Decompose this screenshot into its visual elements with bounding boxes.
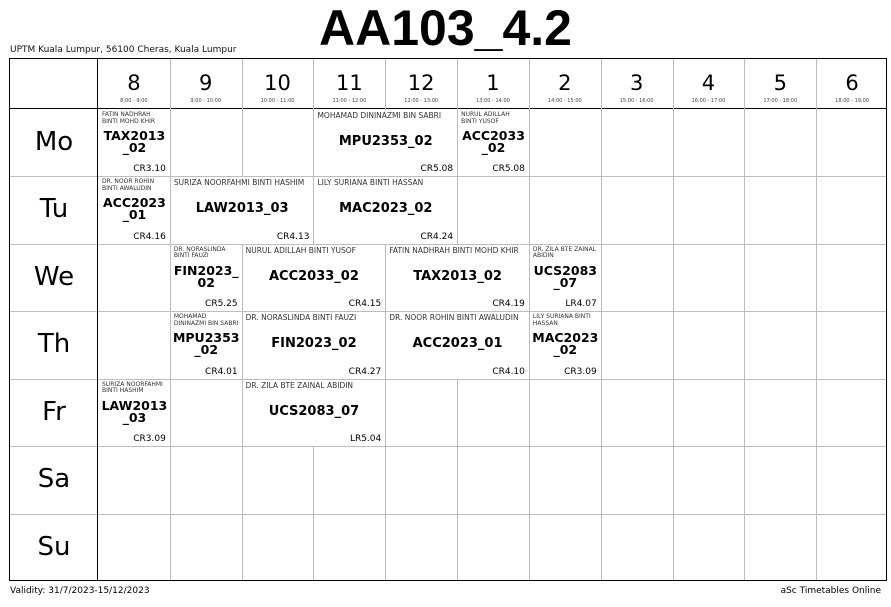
lesson-room: CR3.09 xyxy=(564,366,597,377)
lesson-room: CR5.08 xyxy=(492,164,525,175)
lesson-subject: ACC2033_02 xyxy=(462,128,525,155)
hour-time-range: 8:00 - 9:00 xyxy=(120,98,148,104)
lesson-room: CR3.09 xyxy=(133,434,166,445)
lesson-subject: MAC2023_02 xyxy=(339,201,433,217)
lesson-subject: LAW2013_03 xyxy=(195,201,289,217)
hour-number: 11 xyxy=(335,71,363,95)
lesson-subject: MPU2353_02 xyxy=(172,330,240,358)
lesson-card[interactable] xyxy=(99,177,170,243)
lesson-card[interactable] xyxy=(530,312,601,378)
hour-time-range: 15:00 - 16:00 xyxy=(619,98,654,104)
day-label-we: We xyxy=(33,261,75,292)
hour-header xyxy=(170,59,242,109)
day-label-sa: Sa xyxy=(37,464,71,495)
lesson-room: CR3.10 xyxy=(133,164,166,175)
lesson-teacher: DR. NORASLINDA BINTI FAUZI xyxy=(173,245,226,260)
lesson-room: LR4.07 xyxy=(565,299,597,310)
hour-number: 12 xyxy=(407,71,435,95)
hour-number: 8 xyxy=(127,71,141,95)
lesson-teacher: SURIZA NOORFAHMI BINTI HASHIM xyxy=(102,380,163,395)
lesson-teacher: FATIN NADHRAH BINTI MOHD KHIR xyxy=(102,111,156,125)
lesson-subject: ACC2023_01 xyxy=(103,195,166,223)
lesson-room: CR4.10 xyxy=(492,366,525,377)
timetable-grid xyxy=(9,58,887,581)
lesson-room: CR4.16 xyxy=(133,231,166,242)
lesson-room: CR4.15 xyxy=(348,299,382,310)
hour-header xyxy=(744,59,816,109)
grid-column-line xyxy=(744,59,745,580)
day-label-tu: Tu xyxy=(39,194,69,225)
lesson-teacher: DR. NOOR ROHIN BINTI AWALUDIN xyxy=(389,313,519,323)
lesson-subject: LAW2013_03 xyxy=(101,397,168,425)
lesson-teacher: FATIN NADHRAH BINTI MOHD KHIR xyxy=(389,245,519,255)
hour-number: 4 xyxy=(701,71,716,95)
lesson-subject: UCS2083_07 xyxy=(533,262,597,290)
lesson-card[interactable] xyxy=(314,177,457,243)
lesson-room: CR5.08 xyxy=(420,164,454,175)
hour-time-range: 13:00 - 14:00 xyxy=(476,98,510,104)
app-credit: aSc Timetables Online xyxy=(780,586,881,596)
lesson-room: CR4.19 xyxy=(492,299,525,310)
hour-time-range: 10:00 - 11:00 xyxy=(260,98,295,104)
grid-column-line xyxy=(673,59,674,580)
lesson-subject: TAX2013_02 xyxy=(413,268,502,284)
hour-time-range: 16:00 - 17:00 xyxy=(691,98,726,104)
lesson-card[interactable] xyxy=(99,380,170,446)
lesson-teacher: DR. ZILA BTE ZAINAL ABIDIN xyxy=(245,380,354,390)
lesson-subject: ACC2033_02 xyxy=(268,268,359,284)
lesson-card[interactable] xyxy=(386,312,529,378)
grid-column-line xyxy=(816,59,817,580)
lesson-card[interactable] xyxy=(171,312,242,378)
day-label-mo: Mo xyxy=(34,127,74,157)
lesson-card[interactable] xyxy=(171,245,242,311)
lesson-card[interactable] xyxy=(314,110,457,176)
lesson-teacher: LILY SURIANA BINTI HASSAN xyxy=(317,178,424,188)
hour-header xyxy=(816,59,888,109)
lesson-subject: UCS2083_07 xyxy=(268,403,360,419)
lesson-teacher: NURUL ADILLAH BINTI YUSOF xyxy=(461,111,510,125)
hour-header xyxy=(313,59,385,109)
hour-time-range: 9:00 - 10:00 xyxy=(190,98,222,104)
hour-header xyxy=(457,59,529,109)
hour-time-range: 12:00 - 13:00 xyxy=(404,98,439,104)
lesson-room: CR4.01 xyxy=(205,366,238,377)
page-title: AA103_4.2 xyxy=(319,0,572,56)
lesson-room: LR5.04 xyxy=(349,434,382,445)
lesson-card[interactable] xyxy=(243,380,386,446)
lesson-teacher: MOHAMAD DININAZMI BIN SABRI xyxy=(317,111,442,120)
hour-header xyxy=(529,59,601,109)
lesson-card[interactable] xyxy=(171,177,314,243)
lesson-subject: FIN2023_02 xyxy=(271,336,357,352)
hour-number: 1 xyxy=(486,71,500,95)
school-address: UPTM Kuala Lumpur, 56100 Cheras, Kuala Lumpur xyxy=(10,45,237,55)
lesson-card[interactable] xyxy=(530,245,601,311)
lesson-subject: TAX2013_02 xyxy=(103,128,166,155)
grid-column-line xyxy=(601,59,602,580)
validity-period: Validity: 31/7/2023-15/12/2023 xyxy=(10,586,150,596)
lesson-room: CR4.24 xyxy=(420,231,454,242)
lesson-teacher: SURIZA NOORFAHMI BINTI HASHIM xyxy=(173,178,305,188)
grid-row-line xyxy=(10,446,886,447)
lesson-card[interactable] xyxy=(386,245,529,311)
grid-row-line xyxy=(10,514,886,515)
lesson-card[interactable] xyxy=(458,110,529,176)
lesson-subject: FIN2023_02 xyxy=(173,262,239,290)
lesson-teacher: NURUL ADILLAH BINTI YUSOF xyxy=(245,245,356,255)
hour-header xyxy=(601,59,673,109)
hour-time-range: 14:00 - 15:00 xyxy=(547,98,582,104)
lesson-teacher: DR. NOOR ROHIN BINTI AWALUDIN xyxy=(102,178,155,192)
lesson-teacher: LILY SURIANA BINTI HASSAN xyxy=(532,313,591,327)
day-label-th: Th xyxy=(37,329,71,360)
lesson-room: CR4.27 xyxy=(348,366,382,377)
hour-time-range: 11:00 - 12:00 xyxy=(332,98,367,104)
hour-header xyxy=(242,59,314,109)
hour-number: 5 xyxy=(773,71,787,95)
hour-header xyxy=(98,59,170,109)
hour-header xyxy=(673,59,745,109)
hour-number: 2 xyxy=(558,71,572,95)
lesson-card[interactable] xyxy=(243,245,386,311)
hour-time-range: 18:00 - 19:00 xyxy=(835,98,869,104)
day-label-su: Su xyxy=(37,531,71,562)
hour-number: 10 xyxy=(264,71,291,95)
lesson-room: CR4.13 xyxy=(276,231,310,242)
day-label-fr: Fr xyxy=(42,396,66,427)
lesson-room: CR5.25 xyxy=(205,299,238,310)
hour-number: 3 xyxy=(629,71,644,95)
lesson-card[interactable] xyxy=(99,110,170,176)
lesson-subject: MPU2353_02 xyxy=(338,134,433,149)
hour-header xyxy=(385,59,457,109)
lesson-card[interactable] xyxy=(243,312,386,378)
lesson-teacher: MOHAMAD DININAZMI BIN SABRI xyxy=(173,313,239,327)
lesson-teacher: DR. ZILA BTE ZAINAL ABIDIN xyxy=(532,245,597,260)
lesson-subject: ACC2023_01 xyxy=(412,336,503,352)
lesson-subject: MAC2023_02 xyxy=(532,330,599,358)
hour-number: 9 xyxy=(199,71,213,95)
hour-time-range: 17:00 - 18:00 xyxy=(763,98,798,104)
lesson-teacher: DR. NORASLINDA BINTI FAUZI xyxy=(245,313,357,323)
hour-number: 6 xyxy=(845,71,859,95)
